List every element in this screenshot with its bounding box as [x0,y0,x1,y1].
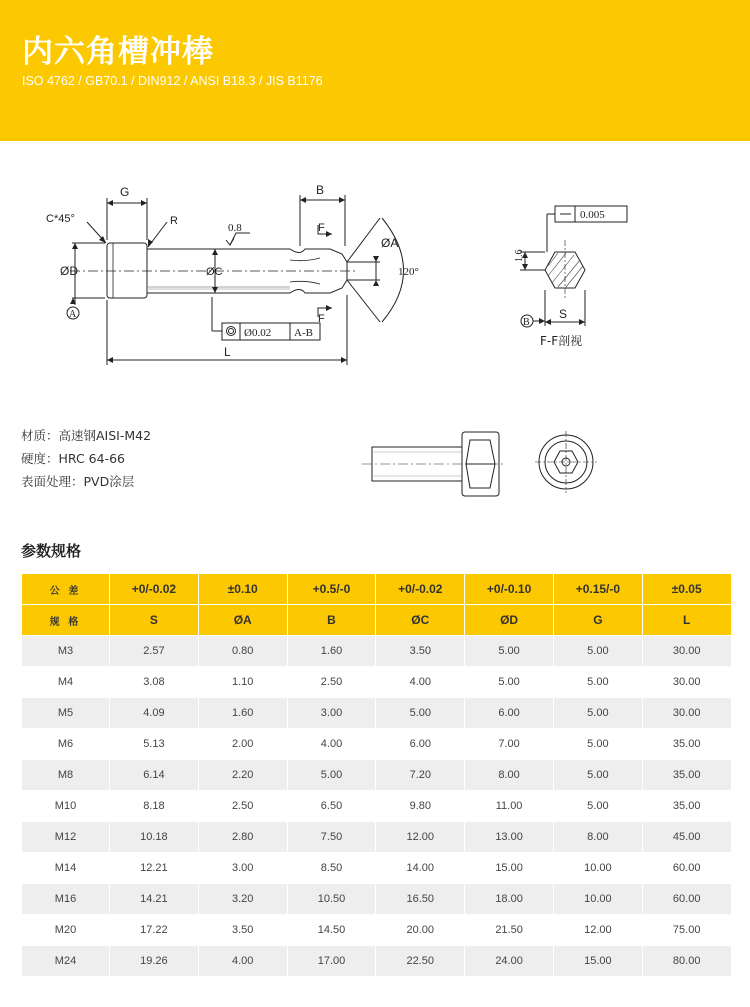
spec-cell: M20 [22,915,110,946]
value-cell: 60.00 [642,884,731,915]
label-tolerance-ref: A-B [294,327,313,339]
value-cell: 5.00 [553,636,642,667]
label-flatness: 0.005 [580,209,605,221]
label-angle: 120° [398,266,419,278]
value-cell: 6.00 [376,729,465,760]
value-cell: 11.00 [465,791,554,822]
value-cell: 2.80 [198,822,287,853]
value-cell: 3.08 [110,667,199,698]
value-cell: 30.00 [642,667,731,698]
table-row [22,822,732,853]
column-header-row [22,605,732,636]
value-cell: 45.00 [642,822,731,853]
value-cell: 35.00 [642,729,731,760]
label-hex-s: S [559,307,568,321]
label-tolerance-value: Ø0.02 [244,327,272,339]
value-cell: 12.21 [110,853,199,884]
label-dia-d: ØD [60,264,78,278]
value-cell: 5.00 [553,698,642,729]
value-cell: 5.00 [553,667,642,698]
value-cell: 24.00 [465,946,554,977]
column-header: S [110,605,199,636]
value-cell: 35.00 [642,760,731,791]
table-row [22,667,732,698]
table-row [22,760,732,791]
tolerance-cell: ±0.10 [198,574,287,605]
value-cell: 8.18 [110,791,199,822]
table-row [22,791,732,822]
column-header: ØA [198,605,287,636]
value-cell: 2.57 [110,636,199,667]
value-cell: 2.50 [287,667,376,698]
label-length: L [224,345,231,359]
value-cell: 5.00 [465,636,554,667]
header-banner [0,0,750,141]
spec-cell: M24 [22,946,110,977]
column-header: ØC [376,605,465,636]
value-cell: 30.00 [642,698,731,729]
value-cell: 7.50 [287,822,376,853]
surface-text: 表面处理：PVD涂层 [21,474,135,489]
value-cell: 5.00 [465,667,554,698]
label-dia-a: ØA [381,236,399,250]
spec-table-body [22,636,732,977]
value-cell: 10.00 [553,853,642,884]
value-cell: 30.00 [642,636,731,667]
spec-cell: M12 [22,822,110,853]
label-b: B [316,183,325,197]
value-cell: 15.00 [553,946,642,977]
value-cell: 3.00 [287,698,376,729]
spec-cell: M8 [22,760,110,791]
tolerance-cell: +0.5/-0 [287,574,376,605]
tolerance-row [22,574,732,605]
value-cell: 14.21 [110,884,199,915]
value-cell: 2.00 [198,729,287,760]
value-cell: 1.10 [198,667,287,698]
value-cell: 8.00 [553,822,642,853]
label-section: F-F剖视 [540,334,583,348]
value-cell: 14.00 [376,853,465,884]
value-cell: 14.50 [287,915,376,946]
label-hex-height: 1.6 [514,249,525,262]
value-cell: 3.00 [198,853,287,884]
value-cell: 4.00 [376,667,465,698]
value-cell: 75.00 [642,915,731,946]
spec-cell: M6 [22,729,110,760]
label-datum-b: B [523,317,530,328]
label-f-top: F [318,222,325,234]
section-title: 参数规格 [21,542,82,560]
value-cell: 20.00 [376,915,465,946]
spec-label: 规 格 [22,605,110,636]
table-row [22,915,732,946]
value-cell: 0.80 [198,636,287,667]
value-cell: 12.00 [376,822,465,853]
table-row [22,853,732,884]
value-cell: 2.20 [198,760,287,791]
standards-line: ISO 4762 / GB70.1 / DIN912 / ANSI B18.3 / JIS B1176 [22,74,323,88]
value-cell: 5.00 [287,760,376,791]
value-cell: 17.00 [287,946,376,977]
label-datum-a: A [69,309,77,320]
value-cell: 17.22 [110,915,199,946]
value-cell: 6.50 [287,791,376,822]
label-r: R [170,215,178,227]
value-cell: 15.00 [465,853,554,884]
value-cell: 7.00 [465,729,554,760]
table-row [22,946,732,977]
column-header: B [287,605,376,636]
tolerance-cell: +0/-0.02 [110,574,199,605]
tolerance-cell: +0.15/-0 [553,574,642,605]
tolerance-cell: ±0.05 [642,574,731,605]
spec-cell: M3 [22,636,110,667]
value-cell: 3.50 [198,915,287,946]
tolerance-cell: +0/-0.10 [465,574,554,605]
label-chamfer: C*45° [46,213,75,225]
value-cell: 3.50 [376,636,465,667]
value-cell: 21.50 [465,915,554,946]
value-cell: 1.60 [198,698,287,729]
value-cell: 6.00 [465,698,554,729]
value-cell: 5.00 [553,729,642,760]
table-row [22,698,732,729]
value-cell: 13.00 [465,822,554,853]
value-cell: 60.00 [642,853,731,884]
material-properties [21,424,151,493]
value-cell: 10.18 [110,822,199,853]
spec-table [21,573,732,977]
spec-cell: M14 [22,853,110,884]
column-header: ØD [465,605,554,636]
tolerance-label: 公 差 [22,574,110,605]
value-cell: 4.00 [287,729,376,760]
value-cell: 80.00 [642,946,731,977]
material-text: 材质：高速钢AISI-M42 [21,428,152,443]
value-cell: 5.00 [553,760,642,791]
spec-cell: M16 [22,884,110,915]
value-cell: 5.13 [110,729,199,760]
value-cell: 9.80 [376,791,465,822]
label-dia-c: ØC [206,266,223,278]
column-header: L [642,605,731,636]
value-cell: 12.00 [553,915,642,946]
value-cell: 8.00 [465,760,554,791]
value-cell: 4.09 [110,698,199,729]
value-cell: 19.26 [110,946,199,977]
label-f-bottom: F [318,313,325,325]
value-cell: 10.00 [553,884,642,915]
spec-cell: M5 [22,698,110,729]
value-cell: 5.00 [553,791,642,822]
tolerance-cell: +0/-0.02 [376,574,465,605]
hardness-text: 硬度：HRC 64-66 [21,451,125,466]
value-cell: 10.50 [287,884,376,915]
column-header: G [553,605,642,636]
table-row [22,884,732,915]
value-cell: 1.60 [287,636,376,667]
page-title: 内六角槽冲棒 [22,34,214,70]
label-roughness: 0.8 [228,222,242,234]
value-cell: 3.20 [198,884,287,915]
table-row [22,729,732,760]
table-row [22,636,732,667]
value-cell: 4.00 [198,946,287,977]
value-cell: 18.00 [465,884,554,915]
label-g: G [120,185,130,199]
value-cell: 2.50 [198,791,287,822]
value-cell: 8.50 [287,853,376,884]
spec-cell: M10 [22,791,110,822]
value-cell: 5.00 [376,698,465,729]
value-cell: 35.00 [642,791,731,822]
value-cell: 16.50 [376,884,465,915]
value-cell: 6.14 [110,760,199,791]
value-cell: 22.50 [376,946,465,977]
value-cell: 7.20 [376,760,465,791]
spec-cell: M4 [22,667,110,698]
